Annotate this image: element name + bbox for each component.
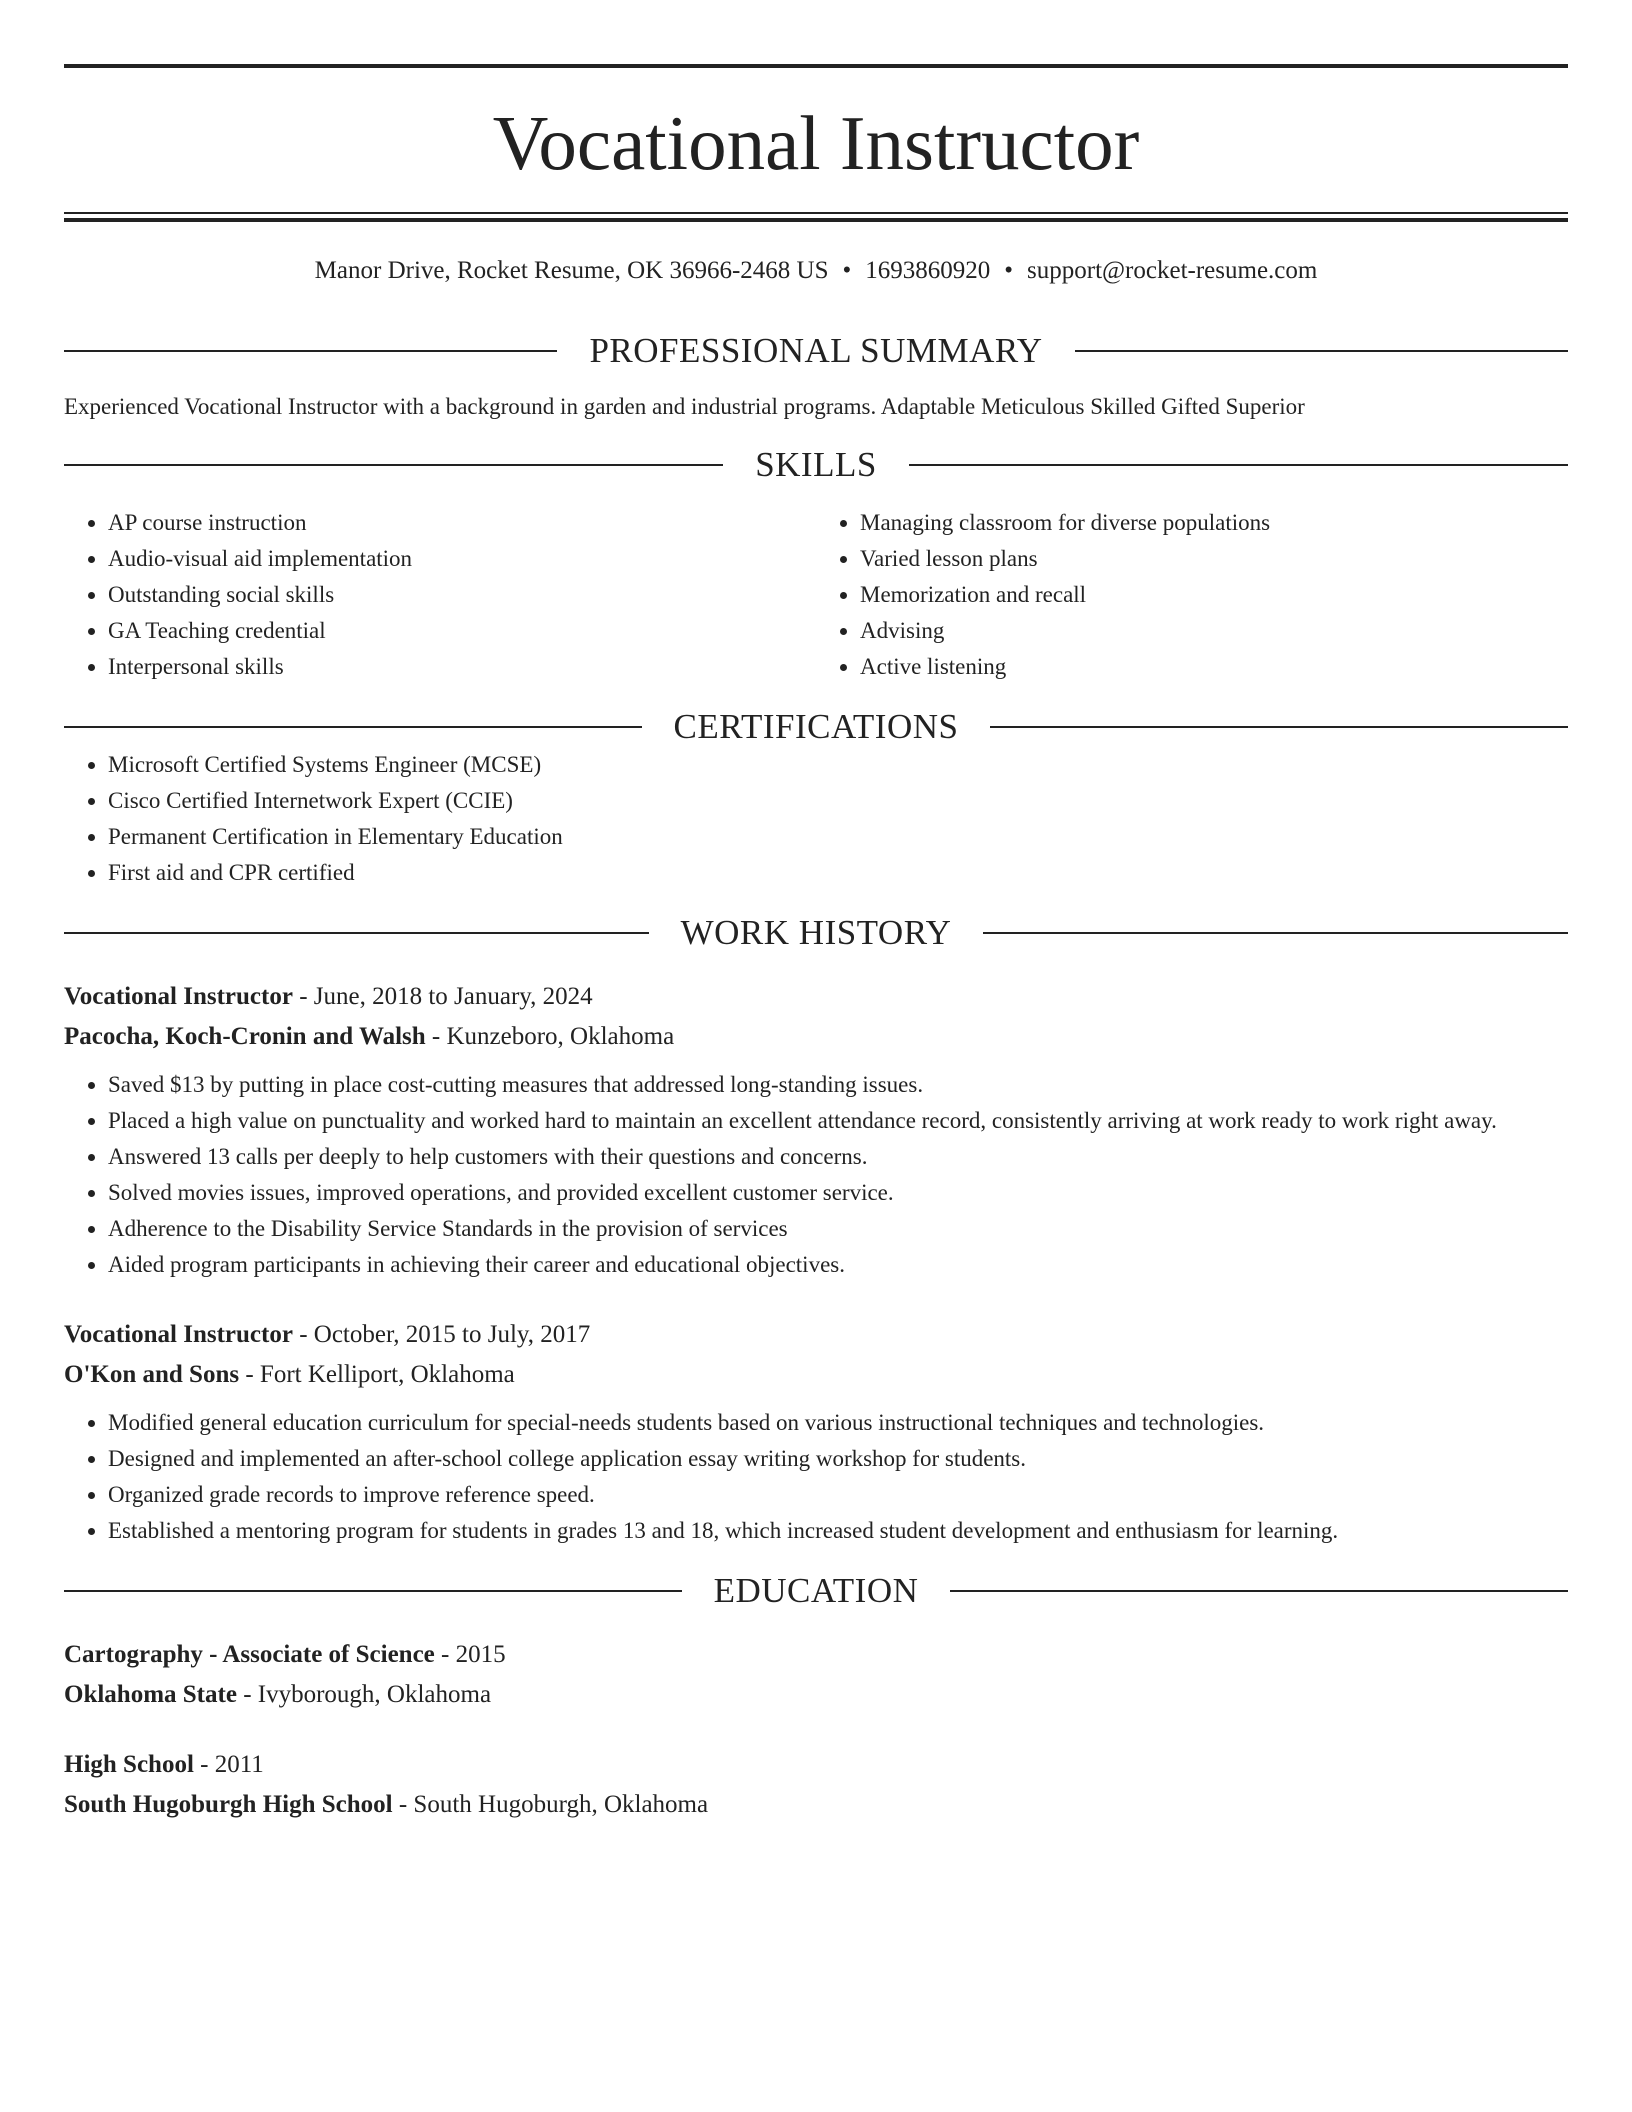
heading-rule bbox=[64, 932, 649, 934]
section-heading-work-history bbox=[64, 913, 1568, 953]
heading-rule bbox=[64, 350, 557, 352]
section-title: SKILLS bbox=[755, 445, 877, 484]
job-title-line bbox=[64, 977, 1568, 1017]
section-title: WORK HISTORY bbox=[680, 913, 952, 952]
job-company: Pacocha, Koch-Cronin and Walsh bbox=[64, 1023, 426, 1050]
heading-rule bbox=[983, 932, 1568, 934]
certification-item: • Permanent Certification in Elementary Education bbox=[108, 819, 1568, 855]
education-degree-line bbox=[64, 1745, 1568, 1785]
education-school-line bbox=[64, 1675, 1568, 1715]
education-school: Oklahoma State bbox=[64, 1681, 237, 1708]
skill-item: • Outstanding social skills bbox=[108, 577, 816, 613]
education-school: South Hugoburgh High School bbox=[64, 1791, 393, 1818]
skills-column-left bbox=[64, 505, 816, 685]
education-entry bbox=[64, 1635, 1568, 1715]
job-title: Vocational Instructor bbox=[64, 1321, 293, 1348]
section-heading-education bbox=[64, 1571, 1568, 1611]
section-title: CERTIFICATIONS bbox=[673, 707, 959, 746]
section-heading-skills bbox=[64, 445, 1568, 485]
skill-item: • Audio-visual aid implementation bbox=[108, 541, 816, 577]
title-double-rule bbox=[64, 212, 1568, 222]
top-rule bbox=[64, 64, 1568, 68]
job-company-line bbox=[64, 1017, 1568, 1057]
contact-email: support@rocket-resume.com bbox=[1027, 257, 1318, 284]
job-duty-item: • Answered 13 calls per deeply to help customers with their questions and concerns. bbox=[108, 1139, 1568, 1175]
skill-item: • Advising bbox=[860, 613, 1568, 649]
certification-item: • Cisco Certified Internetwork Expert (CCIE) bbox=[108, 783, 1568, 819]
job-title: Vocational Instructor bbox=[64, 983, 293, 1010]
education-year: - 2015 bbox=[434, 1641, 506, 1668]
job-location: - Kunzeboro, Oklahoma bbox=[425, 1023, 675, 1050]
job-duties-list bbox=[64, 1405, 1568, 1549]
job-duty-item: • Designed and implemented an after-school college application essay writing workshop for students. bbox=[108, 1441, 1568, 1477]
job-duty-item: • Modified general education curriculum for special-needs students based on various instructional techniques and technologies. bbox=[108, 1405, 1568, 1441]
education-year: - 2011 bbox=[193, 1751, 264, 1778]
heading-rule bbox=[909, 464, 1568, 466]
job-duty-item: • Solved movies issues, improved operations, and provided excellent customer service. bbox=[108, 1175, 1568, 1211]
heading-rule bbox=[64, 1590, 682, 1592]
skills-list bbox=[64, 505, 1568, 685]
job-duty-item: • Placed a high value on punctuality and worked hard to maintain an excellent attendance record, consistently arriving at work ready to work right away. bbox=[108, 1103, 1568, 1139]
job-entry bbox=[64, 1315, 1568, 1549]
heading-rule bbox=[950, 1590, 1568, 1592]
education-school-line bbox=[64, 1785, 1568, 1825]
education-entry bbox=[64, 1745, 1568, 1825]
skill-item: • Active listening bbox=[860, 649, 1568, 685]
heading-rule bbox=[64, 464, 723, 466]
job-entry bbox=[64, 977, 1568, 1283]
skill-item: • Memorization and recall bbox=[860, 577, 1568, 613]
job-duty-item: • Organized grade records to improve reference speed. bbox=[108, 1477, 1568, 1513]
education-degree-line bbox=[64, 1635, 1568, 1675]
heading-rule bbox=[1075, 350, 1568, 352]
section-title: PROFESSIONAL SUMMARY bbox=[589, 331, 1043, 370]
summary-text: Experienced Vocational Instructor with a background in garden and industrial programs. Adaptable Meticulous Skilled Gifted Superior bbox=[64, 394, 1305, 419]
resume-title: Vocational Instructor bbox=[492, 100, 1140, 186]
contact-separator: • bbox=[842, 257, 852, 284]
job-company-line bbox=[64, 1355, 1568, 1395]
job-dates: - June, 2018 to January, 2024 bbox=[292, 983, 593, 1010]
education-list bbox=[64, 1635, 1568, 1825]
job-title-line bbox=[64, 1315, 1568, 1355]
education-location: - South Hugoburgh, Oklahoma bbox=[392, 1791, 709, 1818]
section-title: EDUCATION bbox=[713, 1571, 919, 1610]
contact-line bbox=[64, 255, 1568, 287]
skill-item: • GA Teaching credential bbox=[108, 613, 816, 649]
job-duty-item: • Saved $13 by putting in place cost-cutting measures that addressed long-standing issues. bbox=[108, 1067, 1568, 1103]
certification-item: • Microsoft Certified Systems Engineer (MCSE) bbox=[108, 747, 1568, 783]
job-location: - Fort Kelliport, Oklahoma bbox=[239, 1361, 515, 1388]
education-degree: High School bbox=[64, 1751, 194, 1778]
contact-phone: 1693860920 bbox=[865, 257, 991, 284]
job-duties-list bbox=[64, 1067, 1568, 1283]
section-heading-summary bbox=[64, 331, 1568, 371]
education-location: - Ivyborough, Oklahoma bbox=[236, 1681, 492, 1708]
resume-page bbox=[64, 64, 1568, 1825]
contact-separator: • bbox=[1004, 257, 1014, 284]
heading-rule bbox=[990, 726, 1568, 728]
contact-address: Manor Drive, Rocket Resume, OK 36966-2468 US bbox=[314, 257, 829, 284]
skill-item: • AP course instruction bbox=[108, 505, 816, 541]
skill-item: • Interpersonal skills bbox=[108, 649, 816, 685]
job-duty-item: • Adherence to the Disability Service Standards in the provision of services bbox=[108, 1211, 1568, 1247]
job-company: O'Kon and Sons bbox=[64, 1361, 240, 1388]
skills-column-right bbox=[816, 505, 1568, 685]
skill-item: • Managing classroom for diverse populations bbox=[860, 505, 1568, 541]
education-degree: Cartography - Associate of Science bbox=[64, 1641, 435, 1668]
job-dates: - October, 2015 to July, 2017 bbox=[292, 1321, 591, 1348]
work-history-list bbox=[64, 977, 1568, 1549]
heading-rule bbox=[64, 726, 642, 728]
section-heading-certifications bbox=[64, 707, 1568, 747]
job-duty-item: • Aided program participants in achieving their career and educational objectives. bbox=[108, 1247, 1568, 1283]
certification-item: • First aid and CPR certified bbox=[108, 855, 1568, 891]
certifications-list bbox=[64, 747, 1568, 891]
skill-item: • Varied lesson plans bbox=[860, 541, 1568, 577]
job-duty-item: • Established a mentoring program for students in grades 13 and 18, which increased student development and enthusiasm for learning. bbox=[108, 1513, 1568, 1549]
